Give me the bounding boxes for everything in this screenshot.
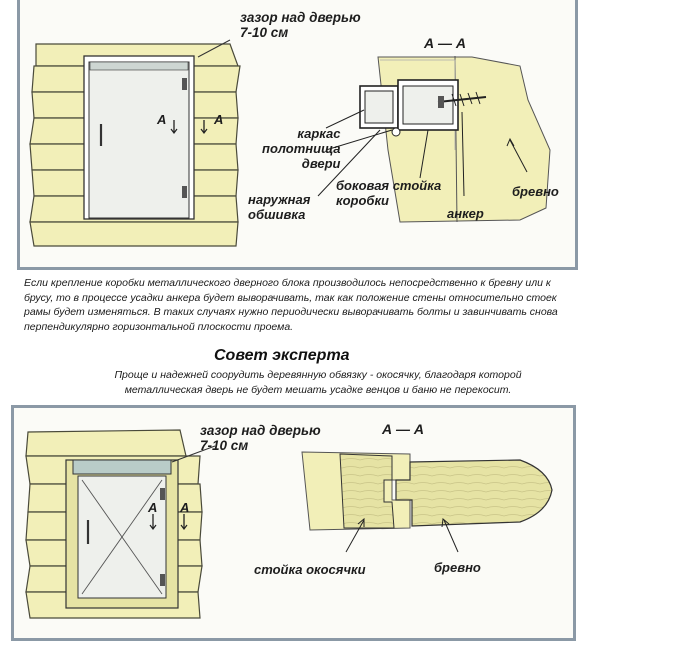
top-outer-cladding-label: наружная обшивка (248, 192, 311, 222)
bottom-log-label: бревно (434, 560, 481, 575)
bottom-post-label: стойка окосячки (254, 562, 366, 577)
paragraph-warning: Если крепление коробки металлического дверного блока производилось непосредственно к бревну или к брусу, то в процессе усадки анкера будет выворачивать, так как положение стены относительно стоек рамы будет изменяться. В таких случаях нужно периодически выворачивать болты и завинчивать снова перпендикулярно горизонтальной плоскости проема. (24, 277, 558, 333)
top-anchor-label: анкер (447, 206, 484, 221)
top-frame-label: каркас полотнища двери (262, 126, 341, 171)
bottom-marker-a-right: А (180, 500, 190, 515)
expert-tip-text: Проще и надежней соорудить деревянную обвязку - окосячку, благодаря которой металлическая дверь не будет мешать усадке венцов и баню не перекосит. (114, 369, 522, 396)
top-marker-a-right: А (214, 112, 224, 127)
bottom-section (302, 452, 552, 552)
expert-tip-title: Совет эксперта (214, 347, 350, 364)
top-section-label: А — А (424, 35, 466, 51)
top-marker-a-left: А (157, 112, 167, 127)
top-gap-label: зазор над дверью 7-10 см (240, 10, 361, 40)
bottom-marker-a-left: А (148, 500, 158, 515)
top-log-label: бревно (512, 184, 559, 199)
bottom-section-label: А — А (382, 421, 424, 437)
top-side-post-label: боковая стойка коробки (336, 178, 442, 208)
bottom-gap-label: зазор над дверью 7-10 см (200, 423, 321, 453)
